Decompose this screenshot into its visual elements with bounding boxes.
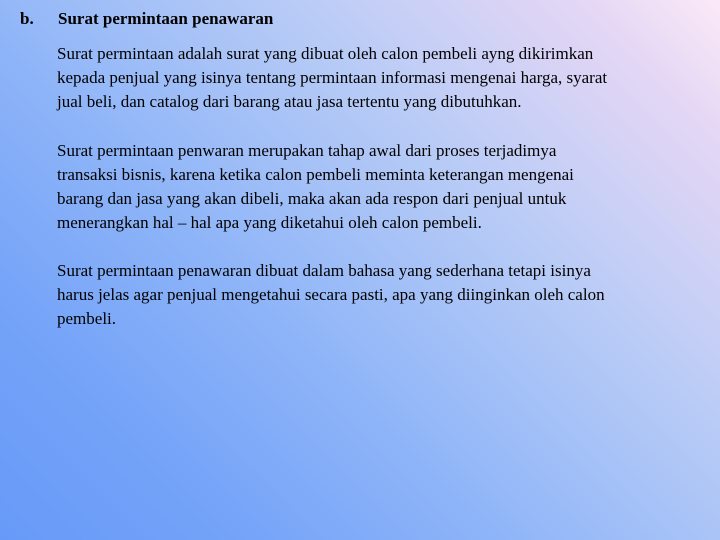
paragraph-line: kepada penjual yang isinya tentang permintaan informasi mengenai harga, syarat [57,68,608,87]
paragraph-line: Surat permintaan penwaran merupakan tahap awal dari proses terjadimya [57,141,557,160]
paragraph-line: transaksi bisnis, karena ketika calon pembeli meminta keterangan mengenai [57,165,574,184]
paragraph-line: menerangkan hal – hal apa yang diketahui oleh calon pembeli. [57,213,482,232]
paragraph-line: Surat permintaan adalah surat yang dibuat oleh calon pembeli ayng dikirimkan [57,44,594,63]
paragraph-definition [57,42,709,114]
section-heading-row [20,8,700,32]
paragraph-line: Surat permintaan penawaran dibuat dalam bahasa yang sederhana tetapi isinya [57,261,591,280]
paragraph-line: pembeli. [57,309,117,328]
section-title: Surat permintaan penawaran [58,9,274,28]
paragraph-line: harus jelas agar penjual mengetahui secara pasti, apa yang diinginkan oleh calon [57,285,605,304]
paragraph-line: barang dan jasa yang akan dibeli, maka akan ada respon dari penjual untuk [57,189,567,208]
paragraph-language [57,259,709,331]
list-marker: b. [20,9,34,28]
paragraph-line: jual beli, dan catalog dari barang atau jasa tertentu yang dibutuhkan. [57,92,522,111]
paragraph-process [57,139,709,235]
